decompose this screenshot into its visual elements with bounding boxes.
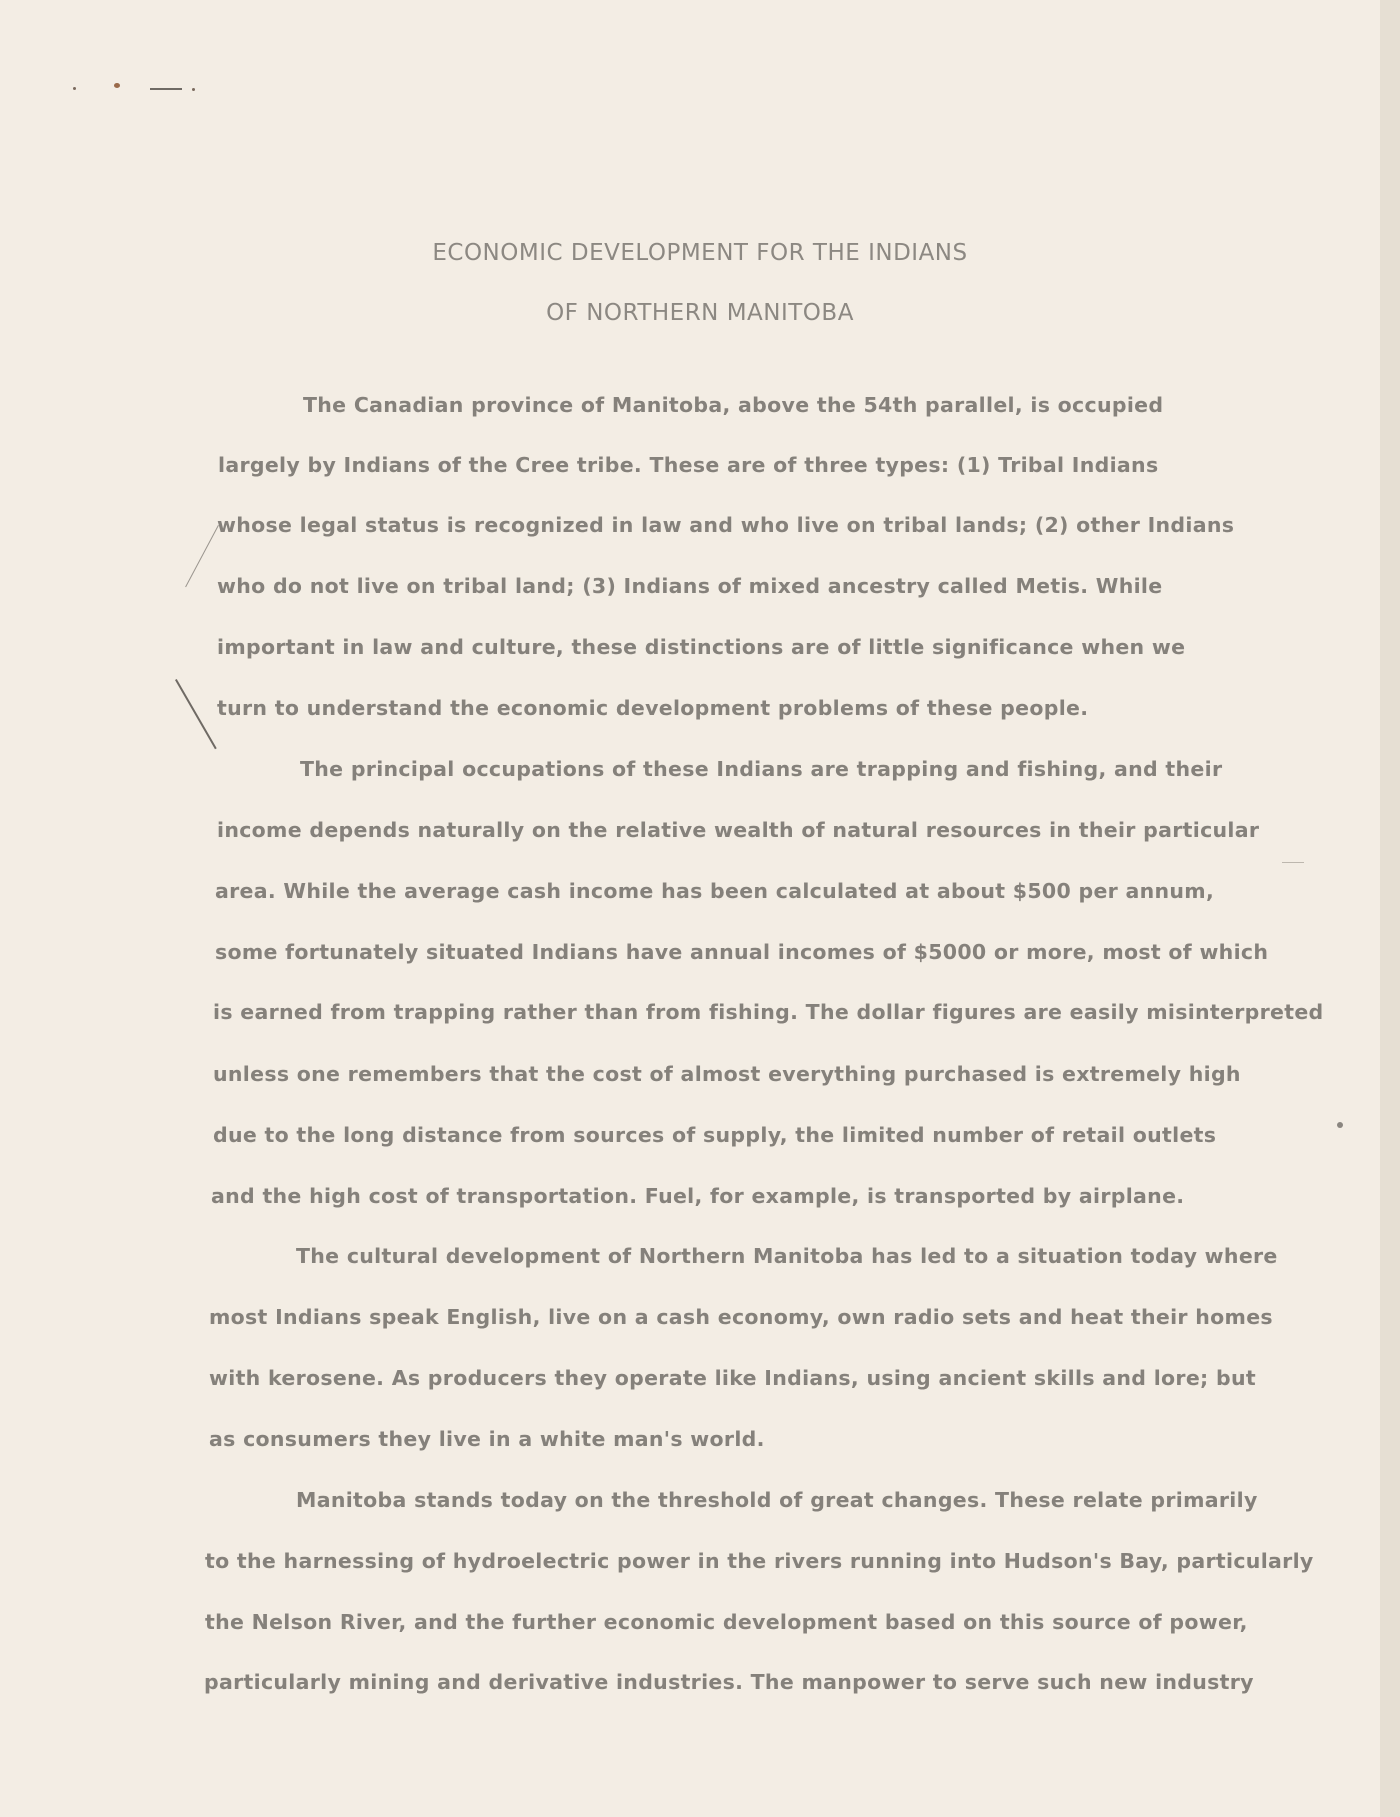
- paragraph-line: whose legal status is recognized in law and who live on tribal lands; (2) other Indians: [217, 513, 1235, 537]
- paragraph-line: area. While the average cash income has been calculated at about $500 per annum,: [215, 879, 1215, 903]
- margin-speck: [114, 83, 120, 88]
- paragraph-line: is earned from trapping rather than from fishing. The dollar figures are easily misinterpreted: [213, 1000, 1324, 1024]
- paragraph-line: particularly mining and derivative industries. The manpower to serve such new industry: [204, 1670, 1254, 1694]
- page-edge: [1380, 0, 1400, 1817]
- margin-speck: [1282, 862, 1304, 863]
- paragraph-line: the Nelson River, and the further economic development based on this source of power,: [205, 1610, 1248, 1634]
- paragraph-line: and the high cost of transportation. Fuel, for example, is transported by airplane.: [211, 1184, 1185, 1208]
- document-title-line-2: OF NORTHERN MANITOBA: [546, 300, 854, 326]
- paragraph-line: The Canadian province of Manitoba, above the 54th parallel, is occupied: [303, 393, 1164, 417]
- paragraph-line: who do not live on tribal land; (3) Indians of mixed ancestry called Metis. While: [217, 574, 1163, 598]
- paragraph-line: The principal occupations of these Indians are trapping and fishing, and their: [300, 757, 1223, 781]
- paragraph-line: most Indians speak English, live on a cash economy, own radio sets and heat their homes: [209, 1305, 1273, 1329]
- paragraph-line: as consumers they live in a white man's world.: [209, 1427, 765, 1451]
- paragraph-line: important in law and culture, these distinctions are of little significance when we: [217, 635, 1186, 659]
- paragraph-line: with kerosene. As producers they operate like Indians, using ancient skills and lore; but: [209, 1366, 1256, 1390]
- paragraph-line: to the harnessing of hydroelectric power in the rivers running into Hudson's Bay, particularly: [205, 1549, 1314, 1573]
- paragraph-line: turn to understand the economic development problems of these people.: [217, 696, 1089, 720]
- margin-speck: [150, 88, 182, 90]
- paragraph-line: due to the long distance from sources of supply, the limited number of retail outlets: [213, 1123, 1217, 1147]
- paragraph-line: income depends naturally on the relative wealth of natural resources in their particular: [217, 818, 1260, 842]
- paragraph-line: Manitoba stands today on the threshold of great changes. These relate primarily: [296, 1488, 1258, 1512]
- margin-speck: [1337, 1122, 1343, 1128]
- margin-speck: [73, 87, 76, 90]
- paragraph-line: some fortunately situated Indians have annual incomes of $5000 or more, most of which: [215, 940, 1269, 964]
- paragraph-line: The cultural development of Northern Manitoba has led to a situation today where: [296, 1244, 1278, 1268]
- margin-speck: [192, 88, 195, 91]
- paragraph-line: unless one remembers that the cost of almost everything purchased is extremely high: [213, 1062, 1241, 1086]
- document-title-line-1: ECONOMIC DEVELOPMENT FOR THE INDIANS: [432, 240, 968, 266]
- paragraph-line: largely by Indians of the Cree tribe. These are of three types: (1) Tribal Indians: [218, 453, 1159, 477]
